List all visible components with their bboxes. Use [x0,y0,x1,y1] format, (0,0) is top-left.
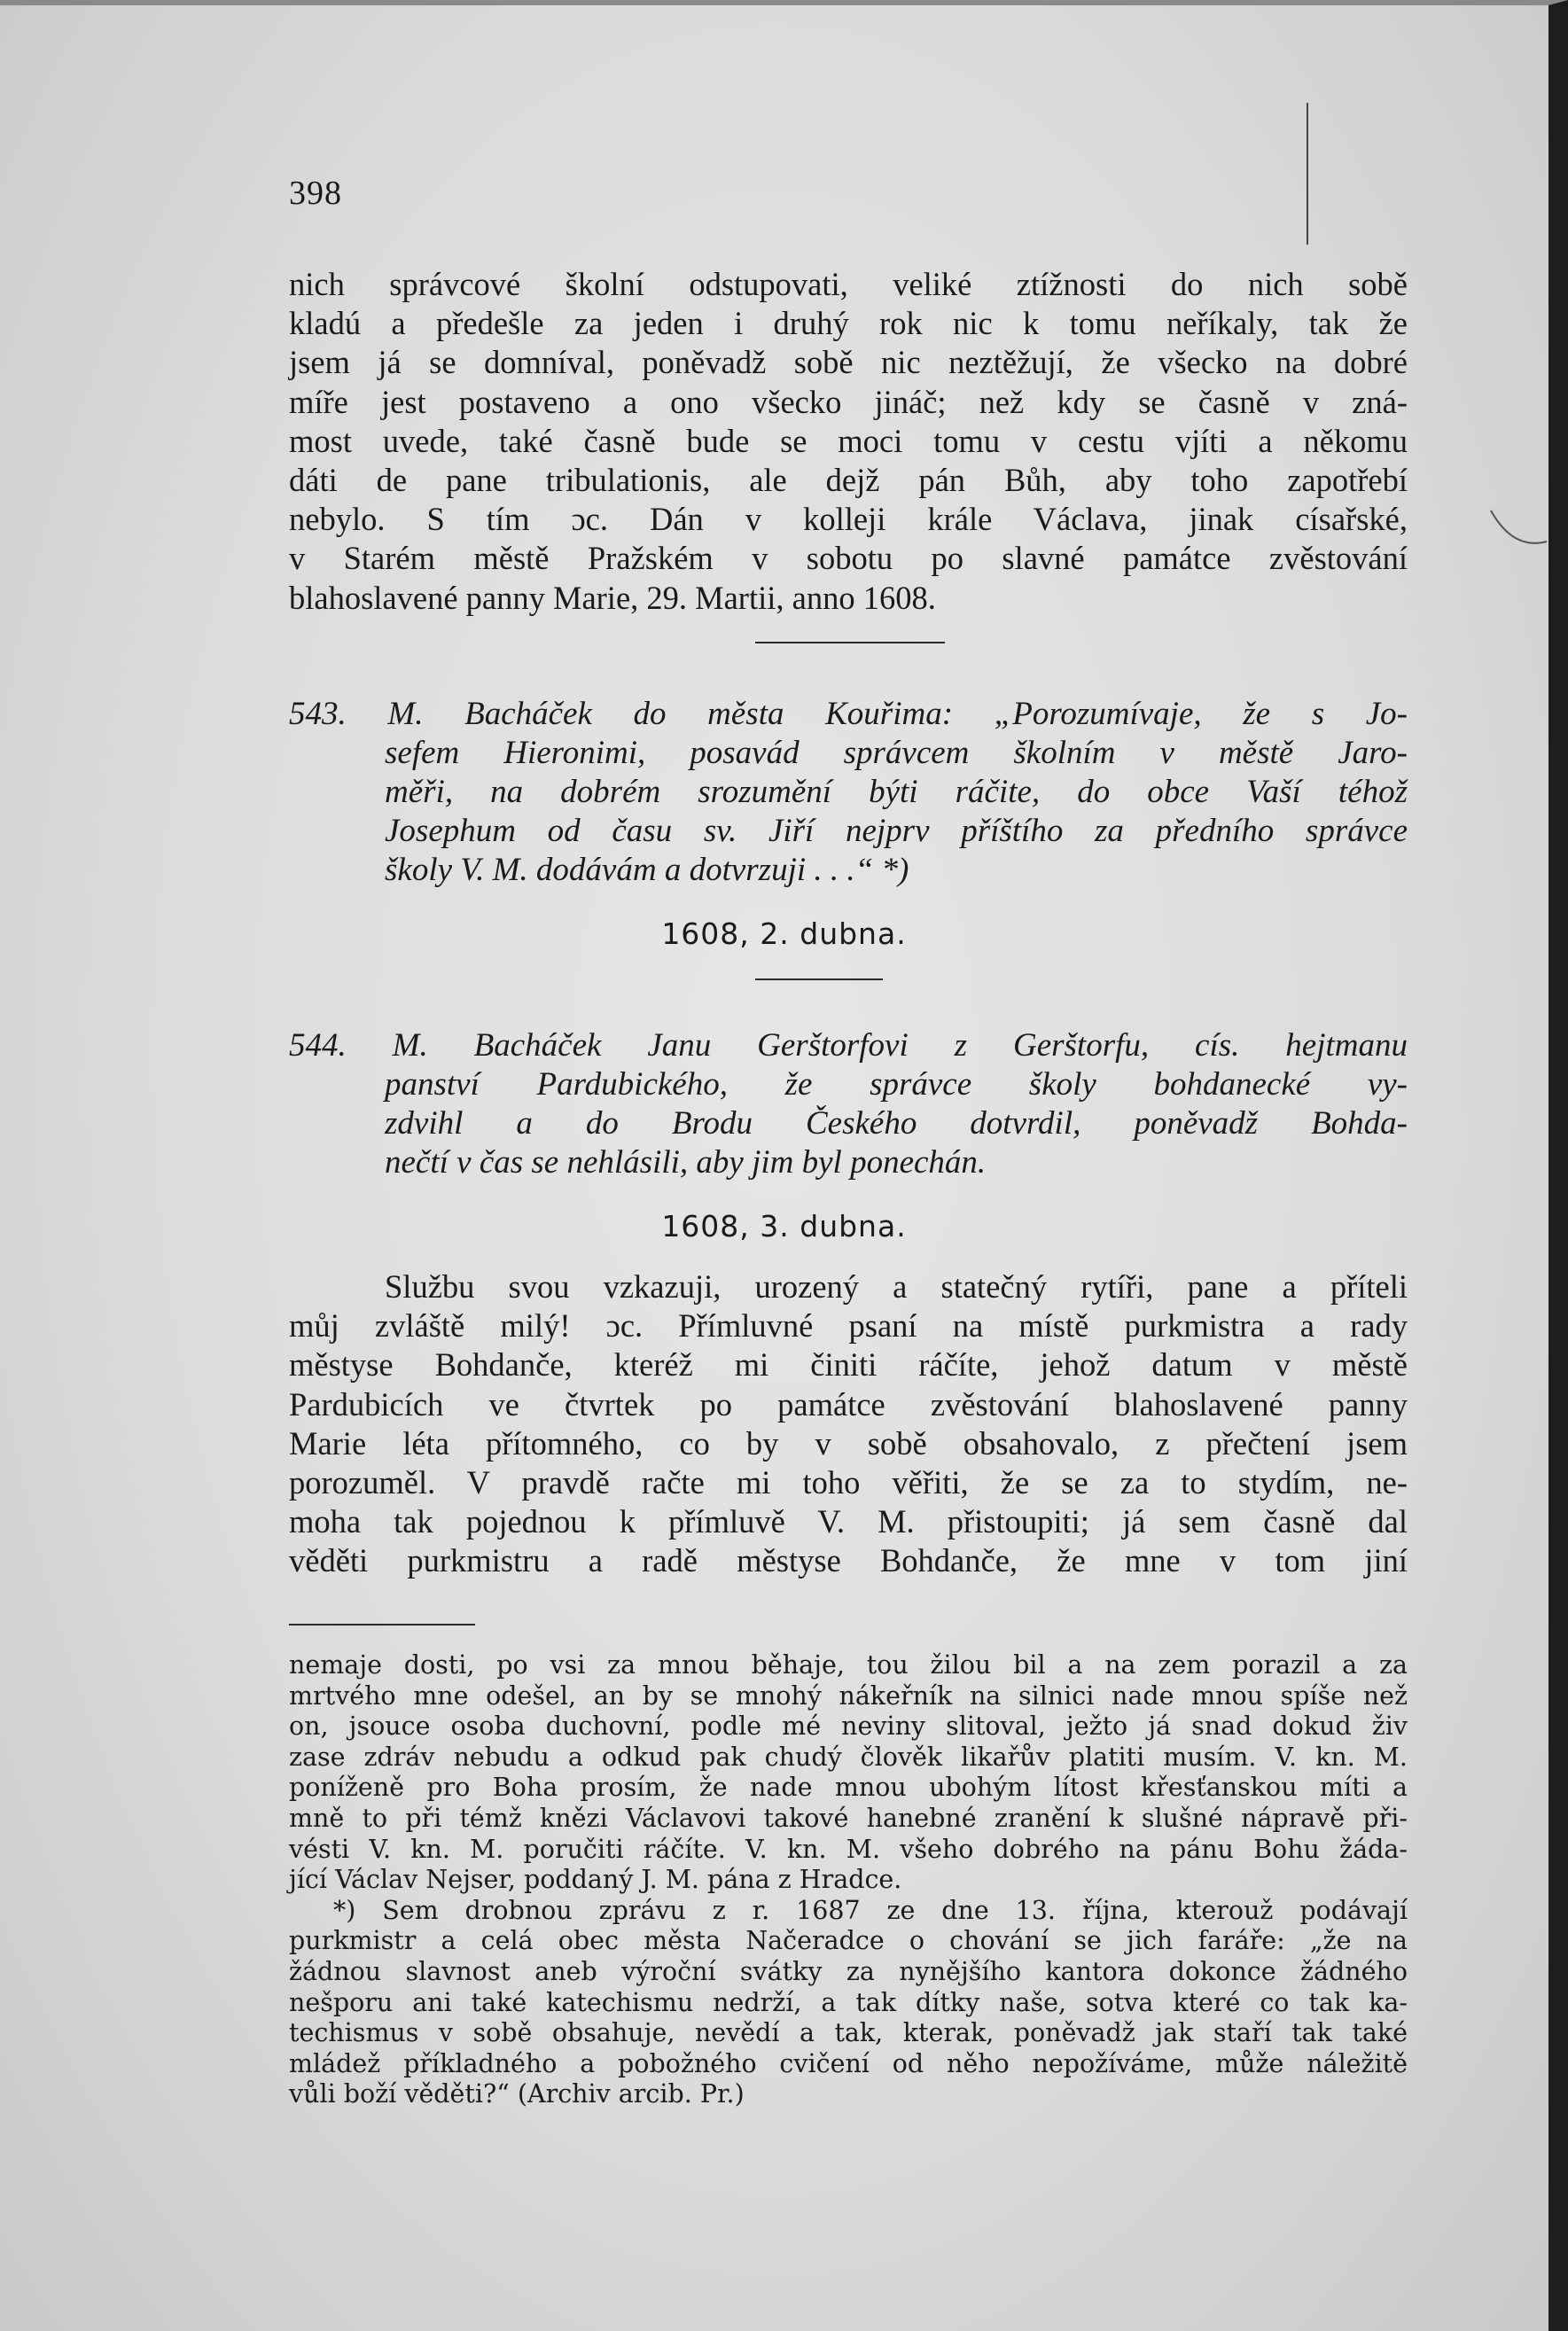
entry-line: panství Pardubického, že správce školy bohdanecké vy- [385,1066,1408,1103]
footnote-line: poníženě pro Boha prosím, že nade mnou ubohým lítost křesťanskou míti a [289,1773,1408,1803]
text-line: blahoslavené panny Marie, 29. Martii, anno 1608. [289,579,936,616]
text-line: jsem já se domníval, poněvadž sobě nic neztěžují, že všecko na dobré [289,344,1408,381]
entry-line: zdvihl a do Brodu Českého dotvrdil, poněvadž Bohda- [385,1105,1408,1142]
entry-543-summary [289,695,1408,890]
text-line: Službu svou vzkazuji, urozený a statečný rytíři, pane a příteli [385,1268,1408,1305]
footnote-line: techismus v sobě obsahuje, nevědí a tak, kterak, poněvadž jak staří tak také [289,2018,1408,2048]
text-line: v Starém městě Pražském v sobotu po slavné památce zvěstování [289,540,1408,577]
entry-line: nečtí v čas se nehlásili, aby jim byl ponechán. [385,1144,987,1181]
intro-paragraph [289,265,1408,618]
text-line: nebylo. S tím ɔc. Dán v kolleji krále Václava, jinak císařské, [289,501,1408,538]
footnote-line: žádnou slavnost aneb výroční svátky za nynějšího kantora dokonce žádného [289,1956,1408,1986]
footnote-line: mrtvého mne odešel, an by se mnohý nákeřník na silnici nade mnou spíše než [289,1680,1408,1711]
text-line: moha tak pojednou k přímluvě V. M. přistoupiti; já sem časně dal [289,1503,1408,1540]
footnote-line: mládež příkladného a pobožného cvičení od něho nepožíváme, může náležitě [289,2048,1408,2078]
text-line: porozuměl. V pravdě račte mi toho věřiti, že se za to stydím, ne- [289,1464,1408,1501]
letter-body [289,1267,1408,1581]
footnote-line: nemaje dosti, po vsi za mnou běhaje, tou žilou bil a na zem porazil a za [289,1650,1408,1680]
text-line: dáti de pane tribulationis, ale dejž pán Bůh, aby toho zapotřebí [289,462,1408,499]
text-line: věděti purkmistru a radě městyse Bohdanče, že mne v tom jiní [289,1542,1408,1579]
entry-544-summary [289,1026,1408,1182]
footnote-line: *) Sem drobnou zprávu z r. 1687 ze dne 13. října, kterouž podávají [333,1895,1408,1925]
text-line: kladú a předešle za jeden i druhý rok nic k tomu neříkaly, tak že [289,305,1408,342]
footnote-line: jící Václav Nejser, poddaný J. M. pána z Hradce. [289,1865,902,1895]
entry-544-date: 1608, 3. dubna. [661,1209,907,1243]
section-divider [755,978,883,980]
text-line: most uvede, také časně bude se moci tomu v cestu vjíti a někomu [289,422,1408,459]
footnote-line: vůli boží věděti?“ (Archiv arcib. Pr.) [289,2079,745,2109]
footnote-line: purkmistr a celá obec města Načeradce o chování se jich faráře: „že na [289,1926,1408,1956]
entry-line: 543. M. Bacháček do města Kouřima: „Porozumívaje, že s Jo- [289,696,1408,732]
entry-line: měři, na dobrém srozumění býti ráčite, do obce Vaší téhož [385,774,1408,810]
margin-curve-mark [1486,502,1548,564]
footnote-line: nešporu ani také katechismu nedrží, a tak dítky naše, sotva které co tak ka- [289,1987,1408,2017]
text-line: nich správcové školní odstupovati, veliké ztížnosti do nich sobě [289,266,1408,302]
page-number: 398 [289,175,342,212]
text-line: můj zvláště milý! ɔc. Přímluvné psaní na místě purkmistra a rady [289,1307,1408,1345]
footnote-line: vésti V. kn. M. poručiti ráčíte. V. kn. M. všeho dobrého na pánu Bohu žáda- [289,1834,1408,1864]
entry-line: školy V. M. dodávám a dotvrzuji . . .“ *) [385,852,909,888]
entry-line: Josephum od času sv. Jiří nejprv příštího za předního správce [385,813,1408,849]
text-line: Pardubicích ve čtvrtek po památce zvěstování blahoslavené panny [289,1385,1408,1423]
text-line: městyse Bohdanče, kteréž mi činiti ráčíte, jehož datum v městě [289,1346,1408,1384]
footnote-line: zase zdráv nebudu a odkud pak chudý člověk likařův platiti musím. V. kn. M. [289,1742,1408,1772]
entry-543-date: 1608, 2. dubna. [661,916,907,951]
footnote-line: mně to při témž knězi Václavovi takové hanebné zranění k slušné nápravě při- [289,1803,1408,1833]
footnotes [289,1650,1408,2110]
text-line: míře jest postaveno a ono všecko jináč; než kdy se časně v zná- [289,383,1408,420]
section-divider [755,642,945,643]
entry-line: 544. M. Bacháček Janu Gerštorfovi z Gerštorfu, cís. hejtmanu [289,1027,1408,1064]
footnote-divider [289,1624,475,1625]
text-line: Marie léta přítomného, co by v sobě obsahovalo, z přečtení jsem [289,1424,1408,1462]
margin-vertical-mark [1307,103,1308,245]
entry-line: sefem Hieronimi, posavád správcem školním v městě Jaro- [385,735,1408,771]
footnote-line: on, jsouce osoba duchovní, podle mé neviny slitoval, ježto já snad dokud živ [289,1711,1408,1742]
